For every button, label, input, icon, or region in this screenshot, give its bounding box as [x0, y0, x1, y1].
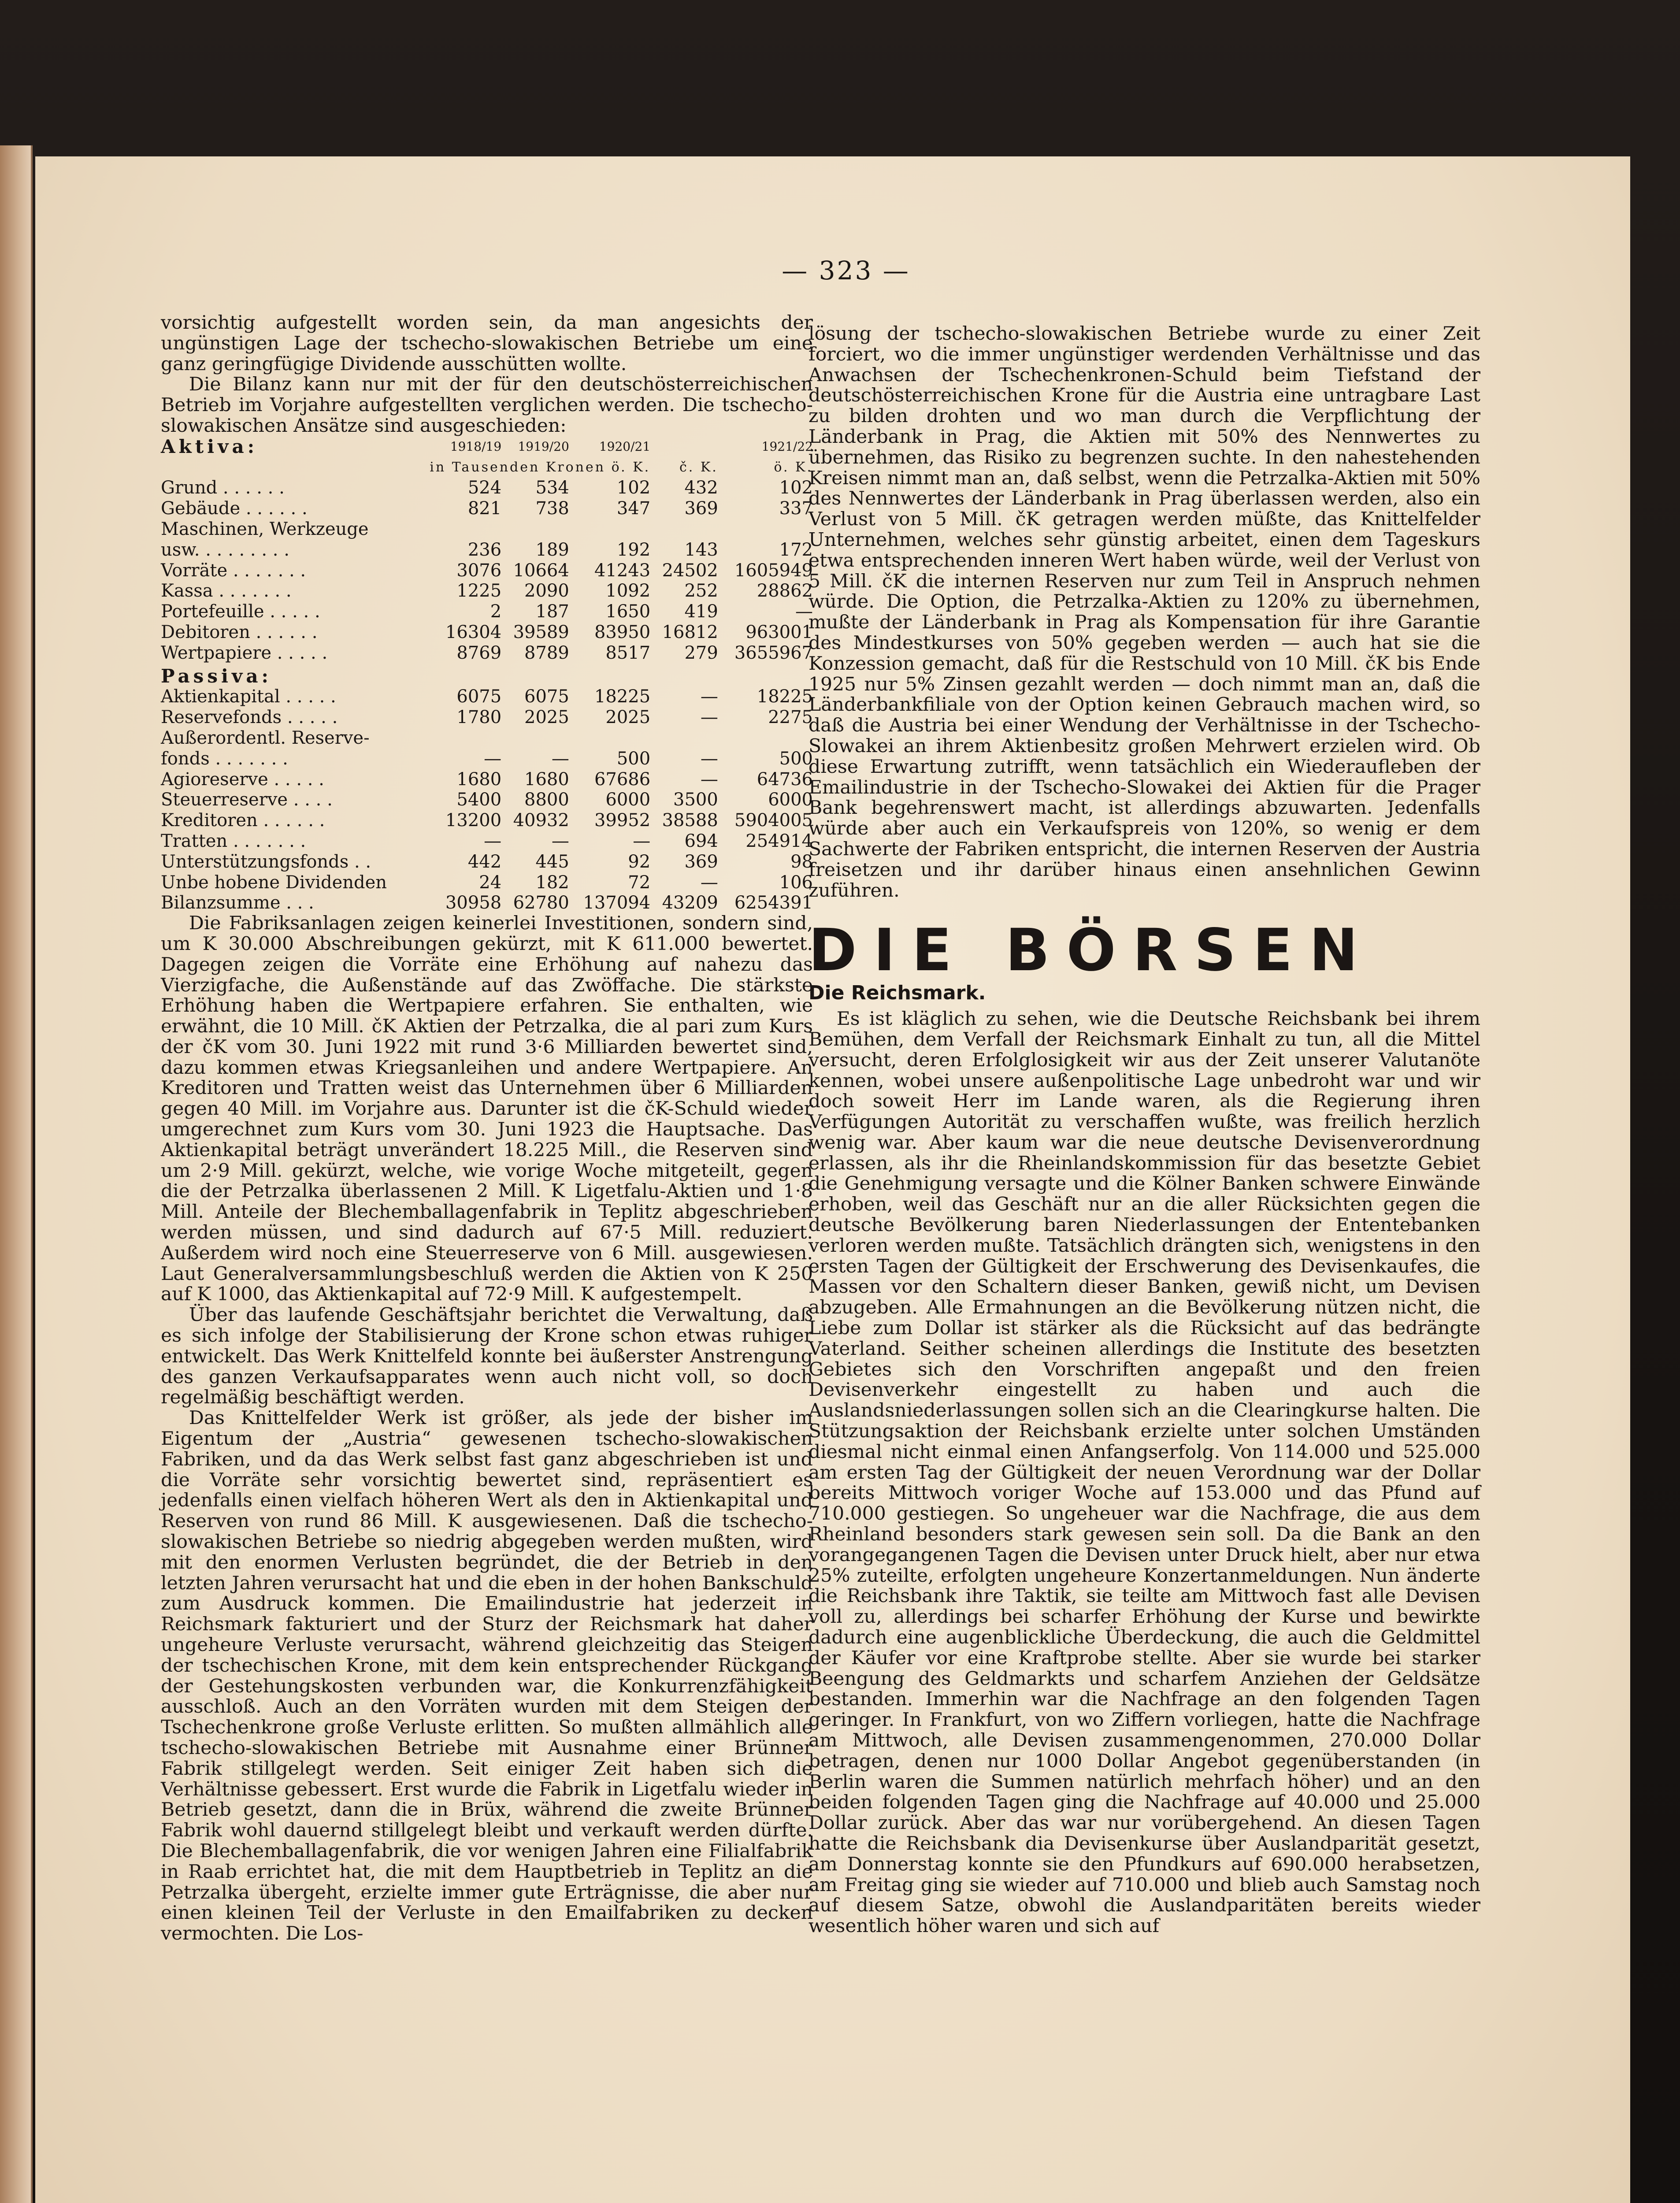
passiva-row-value: 1680: [456, 769, 502, 790]
passiva-row-value: 6000: [605, 790, 651, 810]
passiva-row-value: [650, 728, 718, 749]
col-header-1921: 1921/22: [761, 439, 813, 454]
aktiva-row-label: Portefeuille . . . . .: [161, 601, 320, 622]
passiva-row-label: Kreditoren . . . . . .: [161, 810, 325, 831]
aktiva-row-value: 39589: [513, 622, 569, 642]
passiva-row-value: 5400: [456, 790, 502, 810]
passiva-row-value: —: [700, 707, 718, 728]
passiva-row-value: [569, 728, 650, 749]
table-row: [161, 872, 813, 893]
passiva-row-value: 2025: [605, 707, 651, 728]
passiva-row-label: Agioreserve . . . . .: [161, 769, 324, 790]
passiva-row-value: 38588: [662, 810, 718, 831]
section-title-boersen: DIE BÖRSEN: [808, 916, 1375, 985]
table-row: [161, 831, 813, 852]
passiva-row-value: —: [551, 748, 569, 769]
aktiva-row-value: [434, 519, 502, 540]
table-row: [161, 601, 813, 622]
passiva-row-value: —: [633, 831, 651, 851]
table-row: [161, 498, 813, 519]
passiva-row-label: Unterstützungsfonds . .: [161, 851, 371, 872]
passiva-row-value: 8800: [524, 790, 569, 810]
aktiva-row-value: 8517: [605, 642, 651, 663]
passiva-row-value: 62780: [513, 893, 569, 913]
subsection-title-reichsmark: Die Reichsmark.: [808, 982, 986, 1005]
left-column: [161, 313, 813, 1944]
passiva-row-value: 137094: [583, 893, 651, 913]
passiva-row-value: 24: [479, 872, 502, 893]
aktiva-row-value: 419: [684, 601, 718, 622]
aktiva-row-value: 2090: [524, 581, 569, 601]
aktiva-row-value: 16812: [662, 622, 718, 642]
passiva-row-value: 369: [684, 851, 718, 872]
aktiva-row-label: Maschinen, Werkzeuge: [161, 519, 369, 539]
aktiva-row-value: 738: [535, 498, 569, 519]
passiva-row-label: Reservefonds . . . . .: [161, 707, 338, 728]
passiva-row-label: Tratten . . . . . . .: [161, 831, 306, 851]
passiva-row-label: Aktienkapital . . . . .: [161, 686, 336, 707]
passiva-row-value: 694: [684, 831, 718, 851]
passiva-row-value: 64736: [757, 769, 813, 790]
passiva-row-value: [501, 728, 569, 749]
passiva-row-value: 442: [467, 851, 502, 872]
aktiva-row-value: 8769: [456, 642, 502, 663]
left-page-edge: [0, 145, 33, 2203]
passiva-row-value: —: [484, 831, 502, 851]
table-row: [161, 769, 813, 790]
aktiva-row-value: 279: [684, 642, 718, 663]
body-paragraph-2: Über das laufende Geschäftsjahr berichtet die Verwaltung, daß es sich infolge der Stabilisierung der Krone schon etwas ruhiger entwickelt. Das Werk Knittelfeld konnte bei äußerster Anstrengung des ganzen Verkaufsapparates wenn auch nicht voll, so doch regelmäßig beschäftigt werden.: [161, 1304, 813, 1409]
passiva-row-value: 92: [628, 851, 651, 872]
passiva-row-value: 30958: [445, 893, 502, 913]
aktiva-row-value: 83950: [594, 622, 651, 642]
passiva-row-value: 2025: [524, 707, 569, 728]
passiva-row-value: 254914: [745, 831, 813, 851]
col-header-1918: 1918/19: [450, 439, 502, 454]
aktiva-row-value: 102: [779, 478, 813, 498]
table-row: [161, 852, 813, 872]
aktiva-row-label: Debitoren . . . . . .: [161, 622, 318, 642]
table-row: [161, 749, 813, 769]
body-paragraph-3: Das Knittelfelder Werk ist größer, als jede der bisher im Eigentum der „Austria“ gewesenen tschecho-slowakischen Fabriken, und da das Werk selbst fast ganz abgeschrieben ist und die Vorräte sehr vorsichtig bewertet sind, repräsentiert es jedenfalls einen vielfach höheren Wert als den in Aktienkapital und Reserven von rund 86 Mill. K ausgewiesenen. Daß die tschecho-slowakischen Betriebe so niedrig abgegeben werden mußten, wird mit den enormen Verlusten begründet, die der Betrieb in den letzten Jahren verursacht hat und die eben in der hohen Bankschuld zum Ausdruck kommen. Die Emailindustrie hat jederzeit in Reichsmark fakturiert und der Sturz der Reichsmark hat daher ungeheure Verluste verursacht, während gleichzeitig das Steigen der tschechischen Krone, mit dem kein entsprechender Rückgang der Gestehungskosten verbunden war, die Konkurrenzfähigkeit ausschloß. Auch an den Vorräten wurden mit dem Steigen der Tschechenkrone große Verluste erlitten. So mußten allmählich alle tschecho-slowakischen Betriebe mit Ausnahme einer Brünner Fabrik stillgelegt werden. Seit einiger Zeit haben sich die Verhältnisse gebessert. Erst wurde die Fabrik in Ligetfalu wieder in Betrieb gesetzt, dann die in Brüx, während die zweite Brünner Fabrik wohl dauernd stillgelegt bleibt und verkauft werden dürfte. Die Blechemballagenfabrik, die vor wenigen Jahren eine Filialfabrik in Raab errichtet hat, die mit dem Hauptbetrieb in Teplitz an die Petrzalka übergeht, erzielte immer gute Erträgnisse, die aber nur einen kleinen Teil der Verluste in den Emailfabriken zu decken vermochten. Die Los-: [161, 1407, 813, 1945]
passiva-row-value: 3500: [673, 790, 718, 810]
aktiva-row-value: 534: [535, 478, 569, 498]
aktiva-row-value: 236: [467, 539, 502, 560]
table-row: [161, 790, 813, 810]
aktiva-row-value: [501, 519, 569, 540]
passiva-row-value: 445: [535, 851, 569, 872]
passiva-row-value: 6254391: [734, 893, 813, 913]
aktiva-row-value: 102: [616, 478, 651, 498]
passiva-row-value: —: [700, 872, 718, 893]
page-number: — 323 —: [782, 256, 910, 286]
aktiva-label: Aktiva:: [161, 435, 258, 457]
passiva-row-value: 72: [628, 872, 651, 893]
aktiva-row-value: [569, 519, 650, 540]
passiva-row-value: 182: [535, 872, 569, 893]
table-row: [161, 581, 813, 601]
passiva-row-value: —: [484, 748, 502, 769]
aktiva-row-label: Vorräte . . . . . . .: [161, 560, 306, 581]
aktiva-row-value: 16304: [445, 622, 502, 642]
aktiva-row-label: Kassa . . . . . . .: [161, 581, 292, 601]
aktiva-row-value: 2: [490, 601, 502, 622]
passiva-rows: [161, 686, 813, 913]
table-row: [161, 810, 813, 831]
aktiva-row-value: 172: [779, 539, 813, 560]
aktiva-row-value: 524: [467, 478, 502, 498]
table-row: [161, 478, 813, 498]
passiva-row-value: —: [700, 769, 718, 790]
aktiva-row-value: 24502: [662, 560, 718, 581]
table-row: [161, 540, 813, 560]
aktiva-row-label: Gebäude . . . . . .: [161, 498, 308, 519]
aktiva-row-value: 192: [616, 539, 651, 560]
aktiva-row-value: 369: [684, 498, 718, 519]
reichsmark-paragraph: Es ist kläglich zu sehen, wie die Deutsche Reichsbank bei ihrem Bemühen, dem Verfall der Reichsmark Einhalt zu tun, all die Mittel versucht, deren Erfolglosigkeit wir aus der Zeit unserer Valutanöte kennen, wobei unsere außenpolitische Lage unbedroht war und wir doch soweit Herr im Lande waren, als die Regierung ihren Verfügungen Autorität zu verschaffen wußte, was freilich herzlich wenig war. Aber kaum war die neue deutsche Devisenverordnung erlassen, als ihr die Rheinlandskommission für das besetzte Gebiet die Genehmigung versagte und die Kölner Banken schwere Einwände erhoben, weil das Geschäft nur an die aller Rücksichten gegen die deutsche Bevölkerung baren Niederlassungen der Ententebanken verloren werden mußte. Tatsächlich drängten sich, wenigstens in den ersten Tagen der Gültigkeit der Erschwerung des Devisenkaufes, die Massen vor den Schaltern dieser Banken, gewiß nicht, um Devisen abzugeben. Alle Ermahnungen an die Bevölkerung nützen nicht, die Liebe zum Dollar ist stärker als die Rücksicht auf das bedrängte Vaterland. Seither scheinen allerdings die Institute des besetzten Gebietes sich den Vorschriften angepaßt und den freien Devisenverkehr eingestellt zu haben und auch die Auslandsniederlassungen sollen sich an die Clearingkurse halten. Die Stützungsaktion der Reichsbank erzielte unter solchen Umständen diesmal nicht einmal einen Anfangserfolg. Von 114.000 und 525.000 am ersten Tag der Gültigkeit der neuen Verordnung war der Dollar bereits Mittwoch voriger Woche auf 153.000 und das Pfund auf 710.000 gestiegen. So ungeheuer war die Nachfrage, die aus dem Rheinland besonders stark gewesen sein soll. Da die Bank an den vorangegangenen Tagen die Devisen unter Druck hielt, aber nur etwa 25% zuteilte, erfolgten ungeheure Konzertanmeldungen. Nun änderte die Reichsbank ihre Taktik, sie teilte am Mittwoch fast alle Devisen voll zu, allerdings bei scharfer Erhöhung der Kurse und bewirkte dadurch eine augenblickliche Überdeckung, die auch die Geldmittel der Käufer vor eine Kraftprobe stellte. Aber sie wurde bei starker Beengung des Geldmarkts und scharfem Anziehen der Geldsätze bestanden. Immerhin war die Nachfrage an den folgenden Tagen geringer. In Frankfurt, von wo Ziffern vorliegen, hatte die Nachfrage am Mittwoch, alle Devisen zusammengenommen, 270.000 Dollar betragen, denen nur 1000 Dollar Angebot gegenüberstanden (in Berlin waren die Summen natürlich mehrfach höher) und an den beiden folgenden Tagen ging die Nachfrage auf 40.000 und 25.000 Dollar zurück. Aber das war nur vorübergehend. An diesen Tagen hatte die Reichsbank dia Devisenkurse über Auslandparität gesetzt, am Donnerstag konnte sie den Pfundkurs auf 690.000 herabsetzen, am Freitag ging sie wieder auf 710.000 und blieb auch Samstag noch auf diesem Satze, obwohl die Auslandparitäten bereits wieder wesentlich höher waren und sich auf: [808, 1008, 1480, 1937]
aktiva-row-value: 963001: [745, 622, 813, 642]
aktiva-row-value: 337: [779, 498, 813, 519]
right-column: [808, 324, 1480, 1937]
aktiva-row-value: 821: [467, 498, 502, 519]
passiva-row-value: 5904005: [734, 810, 813, 831]
passiva-row-value: 13200: [445, 810, 502, 831]
passiva-row-value: —: [700, 686, 718, 707]
passiva-row-value: 6075: [456, 686, 502, 707]
aktiva-row-value: 1605949: [734, 560, 813, 581]
aktiva-row-value: [650, 519, 718, 540]
passiva-row-label: Außerordentl. Reserve-: [161, 727, 370, 748]
passiva-row-value: 106: [779, 872, 813, 893]
balance-table: [161, 437, 813, 913]
col-header-1920: 1920/21: [599, 439, 651, 454]
intro-paragraph-1: vorsichtig aufgestellt worden sein, da man angesichts der ungünstigen Lage der tschecho-slowakischen Betriebe um eine ganz geringfügige Dividende ausschütten wollte.: [161, 312, 813, 375]
passiva-row-value: 43209: [662, 893, 718, 913]
passiva-row-label: fonds . . . . . . .: [161, 748, 288, 769]
aktiva-row-value: 1092: [605, 581, 651, 601]
aktiva-rows: [161, 478, 813, 663]
aktiva-row-value: 189: [535, 539, 569, 560]
col-header-1920-ck: [650, 437, 718, 457]
passiva-row-value: 6000: [768, 790, 813, 810]
aktiva-row-value: —: [795, 601, 813, 622]
aktiva-header-row: [161, 437, 813, 457]
passiva-row-value: 500: [779, 748, 813, 769]
newspaper-page: [35, 156, 1630, 2203]
aktiva-row-value: [718, 519, 813, 540]
passiva-row-value: [434, 728, 502, 749]
table-row: [161, 686, 813, 707]
passiva-header-row: [161, 664, 813, 687]
passiva-row-value: 6075: [524, 686, 569, 707]
aktiva-row-value: 347: [616, 498, 651, 519]
passiva-row-value: [718, 728, 813, 749]
body-paragraph-1: Die Fabriksanlagen zeigen keinerlei Investitionen, sondern sind, um K 30.000 Abschreibungen gekürzt, mit K 611.000 bewertet. Dagegen zeigen die Vorräte eine Erhöhung auf nahezu das Vierzigfache, die Außenstände auf das Zwöffache. Die stärkste Erhöhung haben die Wertpapiere erfahren. Sie enthalten, wie erwähnt, die 10 Mill. čK Aktien der Petrzalka, die al pari zum Kurs der čK vom 30. Juni 1922 mit rund 3·6 Milliarden bewertet sind, dazu kommen etwas Kriegsanleihen und andere Wertpapiere. An Kreditoren und Tratten weist das Unternehmen über 6 Milliarden gegen 40 Mill. im Vorjahre aus. Darunter ist die čK-Schuld wieder umgerechnet zum Kurs vom 30. Juni 1923 die Hauptsache. Das Aktienkapital beträgt unverändert 18.225 Mill., die Reserven sind um 2·9 Mill. gekürzt, welche, wie vorige Woche mitgeteilt, gegen die der Petrzalka überlassenen 2 Mill. K Ligetfalu-Aktien und 1·8 Mill. Anteile der Blechemballagenfabrik in Teplitz abgeschrieben werden müssen, und sind dadurch auf 67·5 Mill. reduziert. Außerdem wird noch eine Steuerreserve von 6 Mill. ausgewiesen. Laut Generalversammlungsbeschluß werden die Aktien von K 250 auf K 1000, das Aktienkapital auf 72·9 Mill. K aufgestempelt.: [161, 912, 813, 1305]
aktiva-row-value: 10664: [513, 560, 569, 581]
continued-paragraph: lösung der tschecho-slowakischen Betriebe wurde zu einer Zeit forciert, wo die immer ungünstiger werdenden Verhältnisse und das Anwachsen der Tschechenkronen-Schuld beim Tiefstand der deutschösterreichischen Krone für die Austria eine untragbare Last zu bilden drohten und wo man durch die Verpflichtung der Länderbank in Prag, die Aktien mit 50% des Nennwertes zu übernehmen, das Risiko zu begrenzen suchte. In den nahestehenden Kreisen nimmt man an, daß selbst, wenn die Petrzalka-Aktien mit 50% des Nennwertes der Länderbank in Prag überlassen werden, also ein Verlust von 5 Mill. čK getragen werden müßte, das Knittelfelder Unternehmen, welches sehr günstig arbeitet, einen dem Tageskurs etwa entsprechenden inneren Wert haben würde, weil der Verlust von 5 Mill. čK die internen Reserven nur zum Teil in Anspruch nehmen würde. Die Option, die Petrzalka-Aktien zu 120% zu übernehmen, mußte der Länderbank in Prag als Kompensation für ihre Garantie des Mindestkurses von 50% gegeben werden — auch hat sie die Konzession gemacht, daß für die Restschuld von 10 Mill. čK bis Ende 1925 nur 5% Zinsen gezahlt werden — doch nimmt man an, daß die Länderbankfiliale von der Option keinen Gebrauch machen wird, so daß die Austria bei einer Wendung der Verhältnisse in der Tschecho-Slowakei an ihrem Aktienbesitz großen Mehrwert erzielen wird. Ob diese Erwartung zutrifft, wenn tatsächlich ein Wiederaufleben der Emailindustrie in der Tschecho-Slowakei dei Aktien für die Prager Bank begehrenswert macht, ist allerdings abzuwarten. Jedenfalls würde aber auch ein Verkaufspreis von 120%, so wenig er dem Sachwerte der Fabriken entspricht, die internen Reserven der Austria freisetzen und ihr darüber hinaus einen ansehnlichen Gewinn zuführen.: [808, 323, 1480, 901]
table-row: [161, 560, 813, 581]
unit-label-oek: ö. K.: [774, 459, 813, 475]
unit-label-main: in Tausenden Kronen ö. K.: [430, 459, 651, 475]
aktiva-row-value: 3076: [456, 560, 502, 581]
passiva-row-value: 67686: [594, 769, 651, 790]
passiva-row-value: 2275: [768, 707, 813, 728]
aktiva-row-value: 28862: [757, 581, 813, 601]
unit-label-ck: č. K.: [679, 459, 718, 475]
passiva-row-value: 39952: [594, 810, 651, 831]
passiva-row-value: 1780: [456, 707, 502, 728]
table-row: [161, 519, 813, 540]
passiva-row-value: 18225: [757, 686, 813, 707]
passiva-row-label: Unbe hobene Dividenden: [161, 872, 387, 893]
passiva-row-value: 500: [616, 748, 651, 769]
passiva-label: Passiva:: [161, 665, 272, 687]
col-header-1919: 1919/20: [518, 439, 569, 454]
passiva-row-value: 98: [790, 851, 813, 872]
table-row: [161, 707, 813, 728]
passiva-row-value: —: [551, 831, 569, 851]
aktiva-row-value: 1650: [605, 601, 651, 622]
aktiva-row-label: Wertpapiere . . . . .: [161, 642, 328, 663]
passiva-row-label: Steuerreserve . . . .: [161, 790, 333, 810]
table-row: [161, 728, 813, 749]
passiva-row-value: —: [700, 748, 718, 769]
aktiva-row-label: usw. . . . . . . . .: [161, 539, 289, 560]
unit-row: [161, 457, 813, 478]
aktiva-row-value: 8789: [524, 642, 569, 663]
aktiva-row-label: Grund . . . . . .: [161, 478, 285, 498]
aktiva-row-value: 143: [684, 539, 718, 560]
aktiva-row-value: 252: [684, 581, 718, 601]
table-row: [161, 893, 813, 913]
aktiva-row-value: 3655967: [734, 642, 813, 663]
aktiva-row-value: 41243: [594, 560, 651, 581]
passiva-row-value: 1680: [524, 769, 569, 790]
intro-paragraph-2: Die Bilanz kann nur mit der für den deutschösterreichischen Betrieb im Vorjahre aufgestellten verglichen werden. Die tschecho-slowakischen Ansätze sind ausgeschieden:: [161, 374, 813, 437]
table-row: [161, 622, 813, 643]
aktiva-row-value: 432: [684, 478, 718, 498]
table-row: [161, 643, 813, 664]
aktiva-row-value: 1225: [456, 581, 502, 601]
passiva-row-value: 40932: [513, 810, 569, 831]
passiva-row-label: Bilanzsumme . . .: [161, 893, 314, 913]
aktiva-row-value: 187: [535, 601, 569, 622]
passiva-row-value: 18225: [594, 686, 651, 707]
